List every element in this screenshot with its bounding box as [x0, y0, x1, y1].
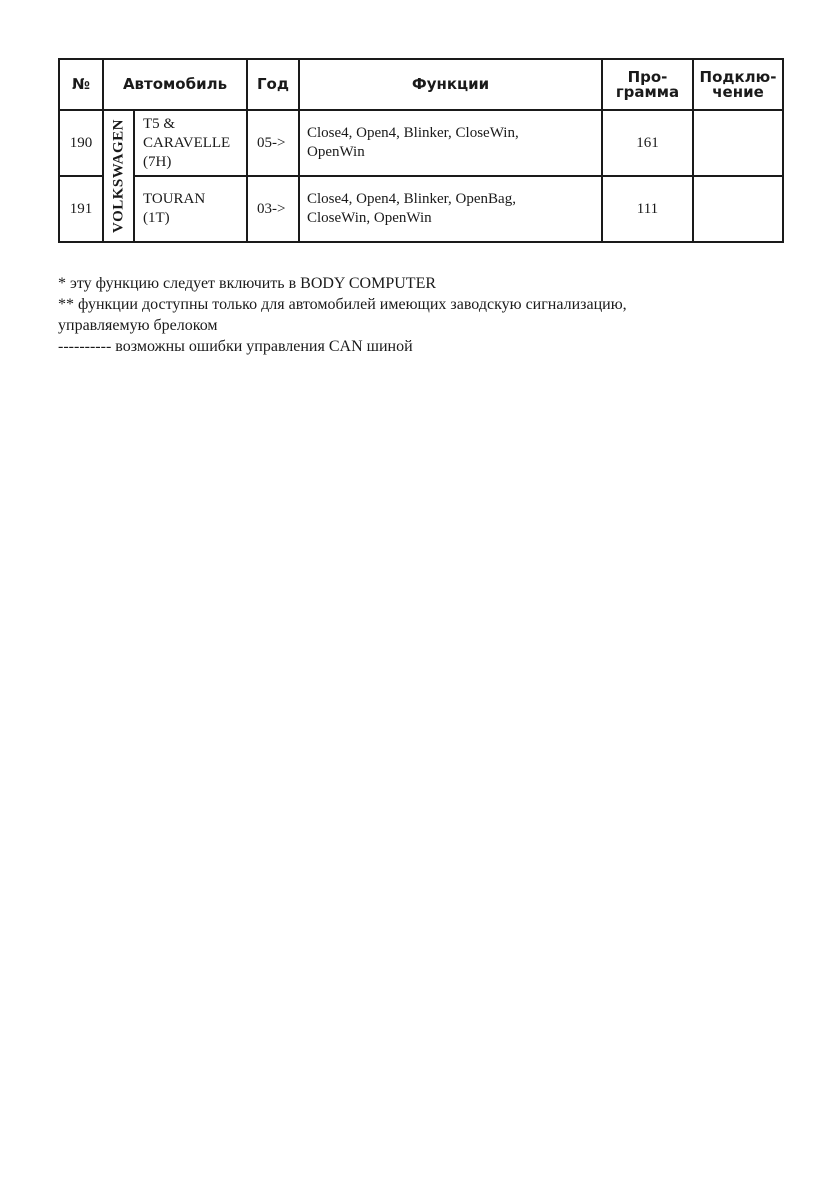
header-connection [693, 59, 783, 110]
header-year: Год [247, 59, 299, 110]
footnotes [58, 273, 798, 357]
row-connection [693, 176, 783, 242]
row-program: 161 [602, 110, 693, 176]
header-connection-line2: чение [712, 82, 764, 101]
header-program-line2: грамма [615, 82, 680, 101]
model-line: (7H) [143, 153, 172, 170]
footnote-factory-alarm-cont: управляемую брелоком [58, 317, 218, 334]
row-num: 191 [59, 176, 103, 242]
row-year: 03-> [247, 176, 299, 242]
row-functions [299, 110, 602, 176]
functions-line: OpenWin [307, 144, 365, 160]
header-program [602, 59, 693, 110]
row-model [134, 110, 247, 176]
header-connection-line1: Подклю- [699, 67, 777, 86]
table-row [59, 176, 783, 242]
functions-line: CloseWin, OpenWin [307, 210, 432, 226]
functions-line: Close4, Open4, Blinker, OpenBag, [307, 191, 516, 207]
vehicle-compatibility-table [58, 58, 784, 243]
model-line: T5 & [143, 115, 176, 132]
model-line: TOURAN [143, 191, 206, 207]
row-year: 05-> [247, 110, 299, 176]
row-program: 111 [602, 176, 693, 242]
row-functions [299, 176, 602, 242]
row-model [134, 176, 247, 242]
header-program-line1: Про- [627, 67, 668, 86]
header-car: Автомобиль [103, 59, 247, 110]
footnote-factory-alarm: ** функции доступны только для автомобилей имеющих заводскую сигнализацию, [58, 296, 627, 313]
header-num: № [59, 59, 103, 110]
model-line: CARAVELLE [143, 134, 231, 151]
footnote-body-computer: * эту функцию следует включить в BODY COMPUTER [58, 275, 437, 292]
header-functions: Функции [299, 59, 602, 110]
table-row [59, 110, 783, 176]
footnote-can-errors: ---------- возможны ошибки управления CAN шиной [58, 338, 413, 355]
table-header-row [59, 59, 783, 110]
functions-line: Close4, Open4, Blinker, CloseWin, [307, 125, 519, 141]
brand-label: VOLKSWAGEN [110, 119, 126, 233]
row-num: 190 [59, 110, 103, 176]
brand-cell [103, 110, 134, 242]
model-line: (1T) [143, 210, 170, 226]
row-connection [693, 110, 783, 176]
